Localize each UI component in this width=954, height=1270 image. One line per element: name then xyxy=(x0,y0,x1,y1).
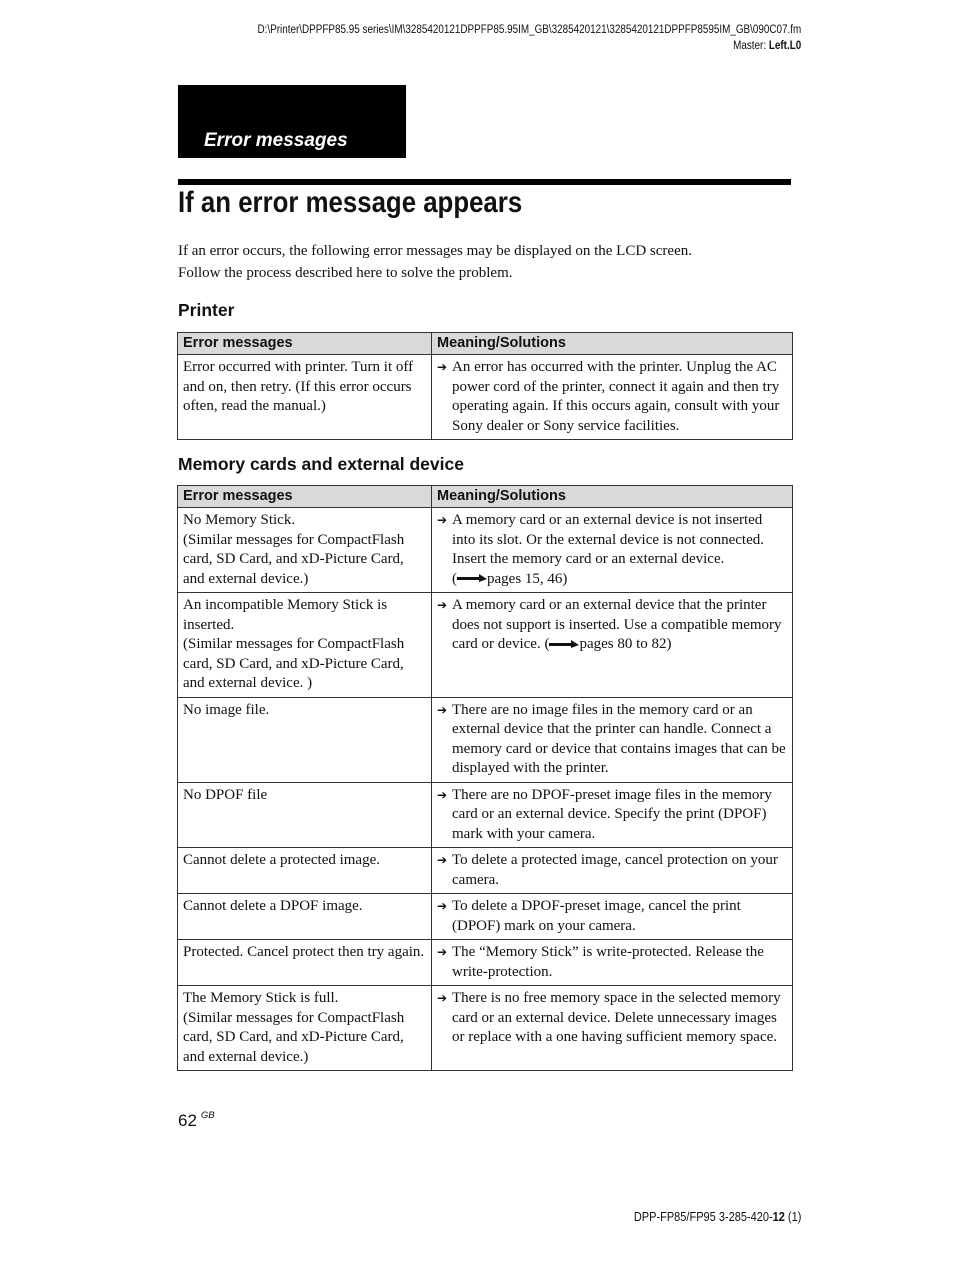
table-row xyxy=(178,697,793,782)
arrow-right-icon: ➔ xyxy=(437,360,448,374)
table-row xyxy=(178,894,793,940)
table-row xyxy=(178,986,793,1071)
table-row xyxy=(178,593,793,698)
page-title: If an error message appears xyxy=(178,186,523,219)
table-row xyxy=(178,848,793,894)
page-reference-icon xyxy=(549,641,579,649)
arrow-right-icon: ➔ xyxy=(437,945,448,959)
arrow-right-icon: ➔ xyxy=(437,598,448,612)
solution-cell: ➔ To delete a protected image, cancel protection on your camera. xyxy=(432,848,793,894)
solution-cell: ➔ There is no free memory space in the selected memory card or an external device. Delete unnecessary images or replace with a one having sufficient memory space. xyxy=(432,986,793,1071)
table-row xyxy=(178,940,793,986)
col-header-error: Error messages xyxy=(178,333,432,355)
footer-model: DPP-FP85/FP95 3-285-420-12 (1) xyxy=(633,1210,801,1224)
section-tab xyxy=(178,85,406,158)
error-cell: No image file. xyxy=(178,697,432,782)
printer-error-table xyxy=(177,332,793,440)
page-reference: pages 80 to 82) xyxy=(579,636,672,652)
title-rule xyxy=(178,179,791,185)
solution-cell: ➔ The “Memory Stick” is write-protected. Release the write-protection. xyxy=(432,940,793,986)
error-cell: Cannot delete a DPOF image. xyxy=(178,894,432,940)
table-header-row xyxy=(178,333,793,355)
intro-text xyxy=(178,240,692,284)
master-line: Master: Left.L0 xyxy=(732,40,801,52)
page-number: 62 $^{GB}$ xyxy=(178,1110,215,1130)
solution-cell: ➔ A memory card or an external device is not inserted into its slot. Or the external device is not connected. Insert the memory card or an external device. ( pages 15, 46) xyxy=(432,508,793,593)
printer-heading: Printer xyxy=(178,300,235,320)
intro-line-2: Follow the process described here to solve the problem. xyxy=(178,265,513,281)
solution-cell: ➔ There are no image files in the memory card or an external device that the printer can handle. Connect a memory card or device that contains images that can be displayed with the printer. xyxy=(432,697,793,782)
solution-cell: ➔ An error has occurred with the printer. Unplug the AC power cord of the printer, connect it again and then try operating again. If this occurs again, consult with your Sony dealer or Sony service facilities. xyxy=(432,355,793,440)
col-header-meaning: Meaning/Solutions xyxy=(432,333,793,355)
section-tab-label: Error messages xyxy=(204,130,348,151)
memory-error-table xyxy=(177,485,793,1071)
error-cell: No DPOF file xyxy=(178,782,432,848)
solution-cell: ➔ To delete a DPOF-preset image, cancel the print (DPOF) mark on your camera. xyxy=(432,894,793,940)
arrow-right-icon: ➔ xyxy=(437,991,448,1005)
intro-line-1: If an error occurs, the following error messages may be displayed on the LCD screen. xyxy=(178,243,692,259)
solution-cell: ➔ A memory card or an external device that the printer does not support is inserted. Use a compatible memory card or device. ( pages 80 to 82) xyxy=(432,593,793,698)
arrow-right-icon: ➔ xyxy=(437,853,448,867)
table-header-row xyxy=(178,486,793,508)
error-cell: No Memory Stick. (Similar messages for CompactFlash card, SD Card, and xD-Picture Card, and external device.) xyxy=(178,508,432,593)
arrow-right-icon: ➔ xyxy=(437,702,448,717)
error-cell: Cannot delete a protected image. xyxy=(178,848,432,894)
page-lang: GB xyxy=(200,1110,215,1121)
table-row xyxy=(178,355,793,440)
col-header-error: Error messages xyxy=(178,486,432,508)
error-cell: Error occurred with printer. Turn it off and on, then retry. (If this error occurs often, read the manual.) xyxy=(178,355,432,440)
error-cell: Protected. Cancel protect then try again. xyxy=(178,940,432,986)
page-reference: pages 15, 46) xyxy=(487,570,568,587)
arrow-right-icon: ➔ xyxy=(437,899,448,913)
arrow-right-icon: ➔ xyxy=(437,787,448,802)
page-reference-icon xyxy=(457,575,487,583)
solution-cell: ➔ There are no DPOF-preset image files in the memory card or an external device. Specify the print (DPOF) mark with your camera. xyxy=(432,782,793,848)
error-cell: An incompatible Memory Stick is inserted. (Similar messages for CompactFlash card, SD Card, and xD-Picture Card, and external device. ) xyxy=(178,593,432,698)
error-cell: The Memory Stick is full. (Similar messages for CompactFlash card, SD Card, and xD-Picture Card, and external device.) xyxy=(178,986,432,1071)
table-row xyxy=(178,508,793,593)
memory-heading: Memory cards and external device xyxy=(178,454,464,474)
file-path-header xyxy=(257,22,801,54)
table-row xyxy=(178,782,793,848)
file-path: D:\Printer\DPPFP85.95 series\IM\3285420121DPPFP85.95IM_GB\3285420121\3285420121DPPFP8595IM_GB\090C07.fm xyxy=(257,24,801,36)
arrow-right-icon: ➔ xyxy=(437,513,448,527)
col-header-meaning: Meaning/Solutions xyxy=(432,486,793,508)
